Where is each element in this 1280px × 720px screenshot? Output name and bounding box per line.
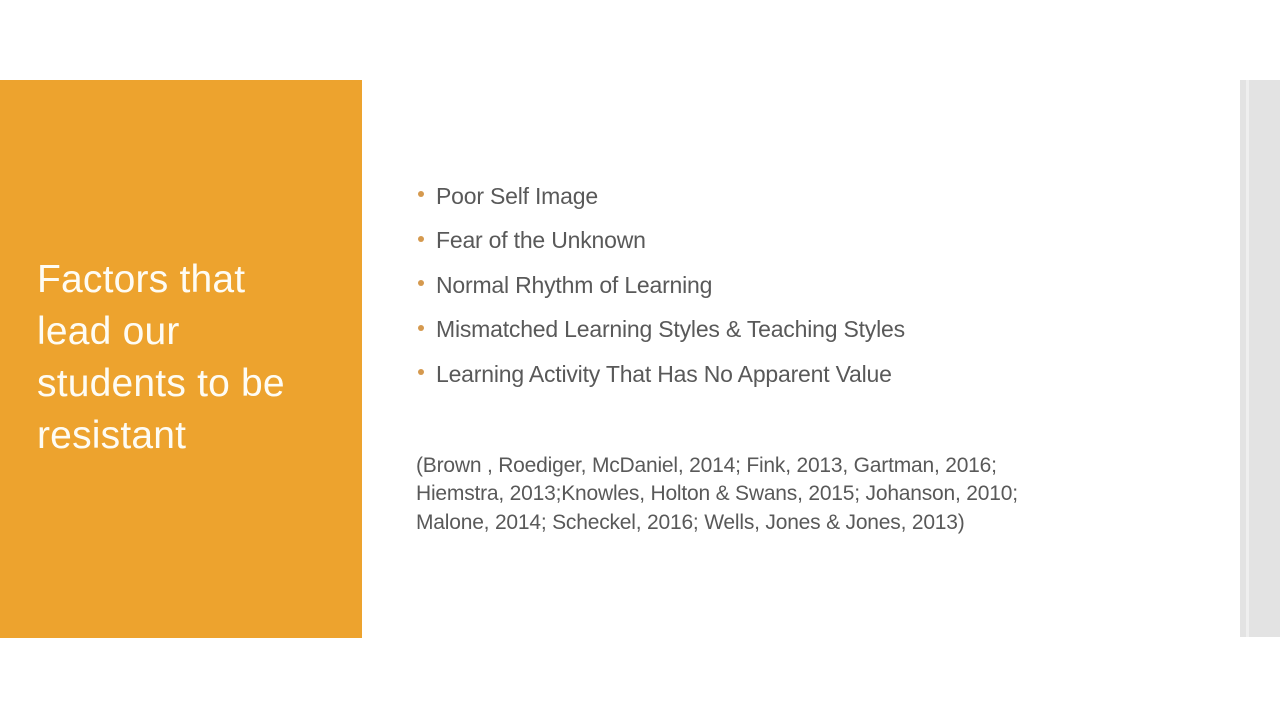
slide-title (37, 254, 347, 462)
slide-title-line: Factors that (37, 258, 246, 301)
slide-title-line: lead our (37, 310, 180, 353)
bullet-icon (418, 325, 424, 331)
strip-seam-divider (1246, 80, 1249, 637)
list-item (416, 219, 905, 264)
list-item-label: Poor Self Image (436, 182, 598, 209)
list-item (416, 352, 905, 397)
bullet-icon (418, 369, 424, 375)
citation-line: Malone, 2014; Scheckel, 2016; Wells, Jones & Jones, 2013) (416, 510, 965, 534)
bullet-icon (418, 191, 424, 197)
bullet-list (416, 174, 905, 397)
list-item-label: Learning Activity That Has No Apparent Value (436, 360, 892, 387)
list-item-label: Normal Rhythm of Learning (436, 271, 713, 298)
list-item-label: Mismatched Learning Styles & Teaching Styles (436, 316, 905, 343)
list-item (416, 308, 905, 353)
list-item-label: Fear of the Unknown (436, 227, 646, 254)
next-slide-strip (1240, 80, 1280, 637)
bullet-icon (418, 280, 424, 286)
bullet-icon (418, 236, 424, 242)
list-item (416, 174, 905, 219)
title-panel (0, 80, 362, 638)
citation-line: Hiemstra, 2013;Knowles, Holton & Swans, 2015; Johanson, 2010; (416, 482, 1018, 506)
citation (416, 452, 1156, 537)
list-item (416, 263, 905, 308)
slide-title-line: students to be (37, 362, 285, 405)
slide-title-line: resistant (37, 414, 187, 457)
citation-line: (Brown , Roediger, McDaniel, 2014; Fink, 2013, Gartman, 2016; (416, 454, 997, 477)
